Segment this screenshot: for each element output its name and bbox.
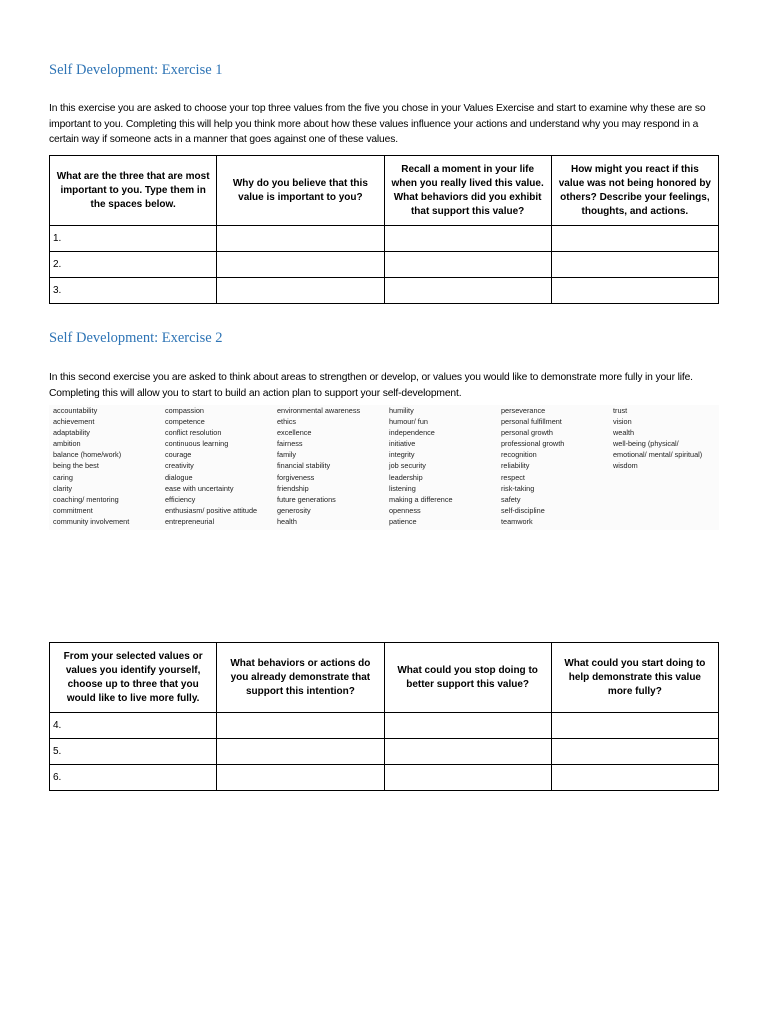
table-header-row bbox=[50, 156, 719, 226]
table-cell[interactable] bbox=[217, 226, 384, 252]
table-cell[interactable] bbox=[551, 278, 718, 304]
value-item: openness bbox=[389, 505, 421, 515]
row-number-cell[interactable]: 6. bbox=[50, 765, 217, 791]
value-item: being the best bbox=[53, 461, 99, 471]
exercise2-intro: In this second exercise you are asked to think about areas to strengthen or develop, or values you would like to demonstrate more fully in your life. Completing this will allow you to start to build an action plan to support your self-development. bbox=[49, 372, 693, 399]
values-column bbox=[273, 405, 385, 530]
table-cell[interactable] bbox=[217, 765, 384, 791]
value-item: independence bbox=[389, 428, 435, 438]
value-item: community involvement bbox=[53, 516, 130, 526]
value-item: reliability bbox=[501, 461, 530, 471]
value-item: family bbox=[277, 450, 297, 460]
value-item: wisdom bbox=[613, 461, 638, 471]
table-cell[interactable] bbox=[551, 252, 718, 278]
table-row bbox=[50, 765, 719, 791]
value-item: dialogue bbox=[165, 472, 193, 482]
table-cell[interactable] bbox=[384, 252, 551, 278]
table-cell[interactable] bbox=[551, 713, 718, 739]
value-item: health bbox=[277, 516, 297, 526]
value-item: ambition bbox=[53, 439, 81, 449]
value-item: creativity bbox=[165, 461, 194, 471]
value-item: generosity bbox=[277, 505, 311, 515]
table-row bbox=[50, 226, 719, 252]
exercise1-intro: In this exercise you are asked to choose your top three values from the five you chose in your Values Exercise and start to examine why these are so important to you. Completing this will help you think more about how these values influence your actions and understand why you may respond in a certain way if someone acts in a manner that goes against one of these values. bbox=[49, 103, 706, 145]
value-item: caring bbox=[53, 472, 73, 482]
value-item: wealth bbox=[613, 428, 635, 438]
value-item: competence bbox=[165, 417, 205, 427]
table-header-cell: Why do you believe that this value is important to you? bbox=[217, 156, 384, 226]
table-cell[interactable] bbox=[217, 278, 384, 304]
value-item: forgiveness bbox=[277, 472, 315, 482]
value-item: initiative bbox=[389, 439, 416, 449]
value-item: commitment bbox=[53, 505, 93, 515]
value-item: respect bbox=[501, 472, 525, 482]
table-cell[interactable] bbox=[384, 739, 551, 765]
value-item: balance (home/work) bbox=[53, 450, 122, 460]
value-item: vision bbox=[613, 417, 632, 427]
value-item: listening bbox=[389, 483, 416, 493]
table-row bbox=[50, 252, 719, 278]
table-cell[interactable] bbox=[384, 765, 551, 791]
table-header-cell: What behaviors or actions do you already demonstrate that support this intention? bbox=[217, 643, 384, 713]
table-header-row bbox=[50, 643, 719, 713]
value-item: courage bbox=[165, 450, 192, 460]
value-item: accountability bbox=[53, 406, 98, 415]
table-cell[interactable] bbox=[551, 765, 718, 791]
value-item: entrepreneurial bbox=[165, 516, 215, 526]
value-item: continuous learning bbox=[165, 439, 229, 449]
table-header-cell: From your selected values or values you identify yourself, choose up to three that you would like to live more fully. bbox=[50, 643, 217, 713]
value-item: financial stability bbox=[277, 461, 331, 471]
table-header-cell: What could you start doing to help demonstrate this value more fully? bbox=[551, 643, 718, 713]
table-header-cell: What are the three that are most important to you. Type them in the spaces below. bbox=[50, 156, 217, 226]
values-column bbox=[49, 405, 161, 530]
exercise2-title: Self Development: Exercise 2 bbox=[49, 330, 223, 346]
value-item: leadership bbox=[389, 472, 423, 482]
value-item: adaptability bbox=[53, 428, 90, 438]
table-cell[interactable] bbox=[384, 713, 551, 739]
value-item: future generations bbox=[277, 494, 336, 504]
exercise1-table bbox=[49, 155, 719, 304]
value-item: excellence bbox=[277, 428, 312, 438]
value-item: integrity bbox=[389, 450, 415, 460]
value-item: humour/ fun bbox=[389, 417, 428, 427]
table-cell[interactable] bbox=[551, 739, 718, 765]
value-item: self-discipline bbox=[501, 505, 545, 515]
table-cell[interactable] bbox=[217, 713, 384, 739]
value-item: job security bbox=[389, 461, 426, 471]
table-header-cell: What could you stop doing to better support this value? bbox=[384, 643, 551, 713]
values-column bbox=[609, 405, 721, 530]
value-item: professional growth bbox=[501, 439, 565, 449]
value-item: compassion bbox=[165, 406, 204, 415]
value-item: friendship bbox=[277, 483, 309, 493]
row-number-cell[interactable]: 3. bbox=[50, 278, 217, 304]
table-row bbox=[50, 739, 719, 765]
value-item: recognition bbox=[501, 450, 537, 460]
exercise1-title: Self Development: Exercise 1 bbox=[49, 62, 223, 78]
row-number-cell[interactable]: 2. bbox=[50, 252, 217, 278]
value-item: safety bbox=[501, 494, 521, 504]
values-column bbox=[161, 405, 273, 530]
value-item: fairness bbox=[277, 439, 303, 449]
values-column bbox=[385, 405, 497, 530]
values-list bbox=[49, 405, 719, 530]
value-item: efficiency bbox=[165, 494, 196, 504]
table-header-cell: How might you react if this value was not being honored by others? Describe your feelings, thoughts, and actions. bbox=[551, 156, 718, 226]
table-cell[interactable] bbox=[217, 252, 384, 278]
value-item: ease with uncertainty bbox=[165, 483, 234, 493]
table-row bbox=[50, 713, 719, 739]
value-item: perseverance bbox=[501, 406, 546, 415]
value-item: humility bbox=[389, 406, 414, 415]
value-item: trust bbox=[613, 406, 628, 415]
value-item: environmental awareness bbox=[277, 406, 361, 415]
value-item: teamwork bbox=[501, 516, 533, 526]
row-number-cell[interactable]: 4. bbox=[50, 713, 217, 739]
table-header-cell: Recall a moment in your life when you really lived this value. What behaviors did you exhibit that support this value? bbox=[384, 156, 551, 226]
value-item: personal growth bbox=[501, 428, 553, 438]
value-item: personal fulfillment bbox=[501, 417, 562, 427]
table-cell[interactable] bbox=[384, 226, 551, 252]
value-item: coaching/ mentoring bbox=[53, 494, 119, 504]
value-item: achievement bbox=[53, 417, 95, 427]
value-item: well-being (physical/ bbox=[613, 439, 679, 449]
value-item: patience bbox=[389, 516, 417, 526]
value-item: clarity bbox=[53, 483, 73, 493]
value-item: emotional/ mental/ spiritual) bbox=[613, 450, 703, 460]
exercise2-table bbox=[49, 642, 719, 791]
value-item: conflict resolution bbox=[165, 428, 222, 438]
table-row bbox=[50, 278, 719, 304]
row-number-cell[interactable]: 1. bbox=[50, 226, 217, 252]
values-column bbox=[497, 405, 609, 530]
value-item: making a difference bbox=[389, 494, 453, 504]
row-number-cell[interactable]: 5. bbox=[50, 739, 217, 765]
value-item: enthusiasm/ positive attitude bbox=[165, 505, 258, 515]
table-cell[interactable] bbox=[384, 278, 551, 304]
value-item: risk-taking bbox=[501, 483, 535, 493]
table-cell[interactable] bbox=[217, 739, 384, 765]
table-cell[interactable] bbox=[551, 226, 718, 252]
value-item: ethics bbox=[277, 417, 297, 427]
